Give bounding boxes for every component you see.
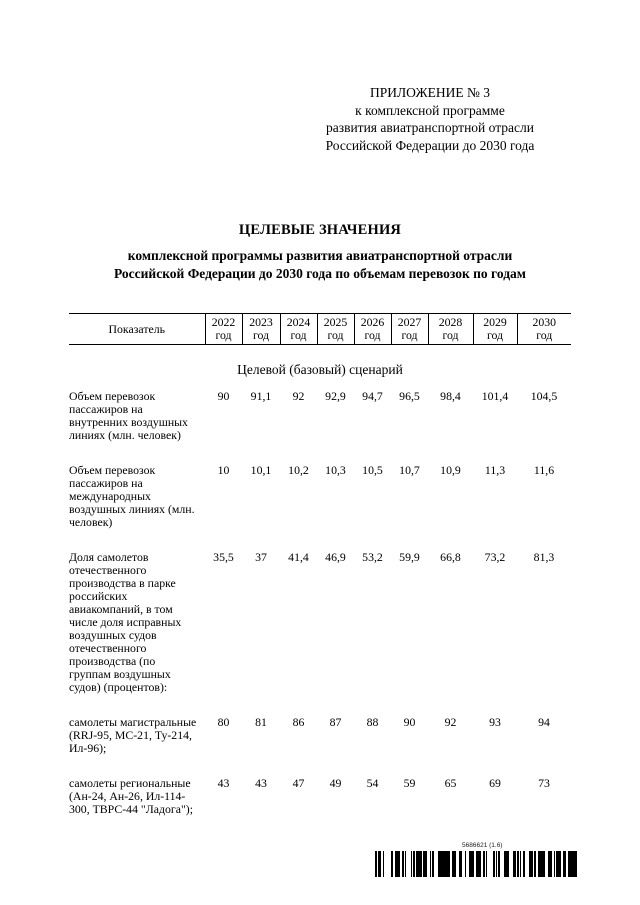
cell-value: 49	[329, 776, 342, 790]
cell-value: 86	[292, 715, 305, 729]
table-row	[69, 551, 571, 716]
cell-value: 11,3	[484, 463, 506, 477]
cell-value: 41,4	[288, 550, 309, 564]
cell-value: 80	[217, 715, 230, 729]
cell-value: 104,5	[530, 389, 558, 403]
table-row	[69, 777, 571, 816]
cell-value: 35,5	[213, 550, 234, 564]
year-header: 2023 год	[242, 314, 280, 345]
document-subtitle	[60, 247, 580, 283]
cell-value: 87	[329, 715, 342, 729]
cell-value: 66,8	[440, 550, 461, 564]
cell-value: 69	[489, 776, 501, 790]
cell-value: 92	[292, 389, 305, 403]
cell-value: 53,2	[362, 550, 383, 564]
cell-value: 81,3	[533, 550, 555, 564]
cell-value: 10,1	[250, 463, 272, 477]
year-header: 2029 год	[473, 314, 517, 345]
cell-value: 10,2	[288, 463, 309, 477]
appendix-line-2: к комплексной программе	[355, 102, 505, 118]
cell-value: 10	[217, 463, 230, 477]
cell-value: 11,6	[533, 463, 555, 477]
appendix-line-3: развития авиатранспортной отрасли	[326, 120, 534, 135]
cell-value: 10,9	[440, 463, 461, 477]
row-label: Объем перевозок пассажиров на внутренних воздушных линиях (млн. человек)	[69, 389, 188, 442]
year-header: 2022 год	[205, 314, 242, 345]
cell-value: 90	[217, 389, 230, 403]
scenario-label: Целевой (базовый) сценарий	[237, 362, 403, 377]
scenario-row	[69, 345, 571, 391]
cell-value: 37	[255, 550, 267, 564]
cell-value: 90	[403, 715, 416, 729]
year-header: 2027 год	[391, 314, 428, 345]
appendix-header	[300, 84, 560, 154]
cell-value: 46,9	[325, 550, 346, 564]
indicator-header: Показатель	[108, 321, 165, 336]
appendix-number: ПРИЛОЖЕНИЕ № 3	[369, 85, 491, 100]
cell-value: 47	[292, 776, 305, 790]
row-label: самолеты магистральные (RRJ-95, МС-21, Ту-214, Ил-96);	[69, 715, 197, 755]
year-header: 2030 год	[517, 314, 571, 345]
cell-value: 10,3	[325, 463, 346, 477]
document-title: ЦЕЛЕВЫЕ ЗНАЧЕНИЯ	[238, 222, 402, 238]
cell-value: 98,4	[440, 389, 461, 403]
cell-value: 93	[489, 715, 501, 729]
targets-table	[69, 313, 571, 816]
subtitle-line-1: комплексной программы развития авиатранспортной отрасли	[127, 248, 513, 263]
year-header: 2028 год	[428, 314, 473, 345]
table-header-row	[69, 314, 571, 345]
cell-value: 59	[403, 776, 416, 790]
barcode-number: 5686621 (1.6)	[462, 842, 503, 849]
cell-value: 81	[255, 715, 267, 729]
row-label: Доля самолетов отечественного производства в парке российских авиакомпаний, в том числе доля исправных воздушных судов отечественного производства (по группам воздушных судов) (процентов):	[69, 550, 182, 694]
cell-value: 92,9	[325, 389, 346, 403]
cell-value: 59,9	[399, 550, 420, 564]
year-header: 2026 год	[354, 314, 391, 345]
appendix-line-4: Российской Федерации до 2030 года	[325, 137, 535, 153]
cell-value: 54	[366, 776, 379, 790]
cell-value: 92	[444, 715, 457, 729]
row-label: самолеты региональные (Ан-24, Ан-26, Ил-114-300, ТВРС-44 "Ладога");	[69, 776, 193, 816]
cell-value: 10,5	[362, 463, 383, 477]
cell-value: 65	[444, 776, 457, 790]
cell-value: 94,7	[362, 389, 383, 403]
table-row	[69, 464, 571, 551]
cell-value: 43	[217, 776, 230, 790]
subtitle-line-2: Российской Федерации до 2030 года по объемам перевозок по годам	[114, 266, 526, 281]
row-label: Объем перевозок пассажиров на международных воздушных линиях (млн. человек)	[69, 463, 195, 529]
cell-value: 96,5	[399, 389, 420, 403]
cell-value: 101,4	[481, 389, 509, 403]
cell-value: 10,7	[399, 463, 420, 477]
cell-value: 94	[538, 715, 550, 729]
table-row	[69, 716, 571, 777]
cell-value: 73	[538, 776, 550, 790]
cell-value: 73,2	[484, 550, 506, 564]
barcode-image	[375, 851, 577, 877]
table-row	[69, 390, 571, 464]
cell-value: 88	[366, 715, 379, 729]
year-header: 2024 год	[280, 314, 317, 345]
year-header: 2025 год	[317, 314, 354, 345]
cell-value: 91,1	[250, 389, 272, 403]
cell-value: 43	[255, 776, 267, 790]
